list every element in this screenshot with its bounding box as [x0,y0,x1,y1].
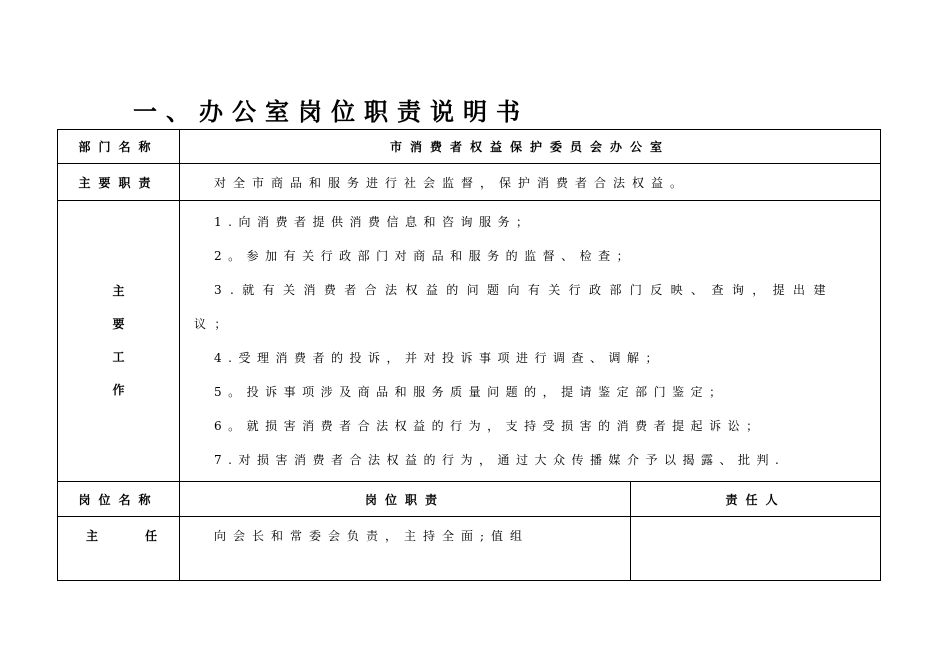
main-work-row [58,201,881,482]
department-value: 市消费者权益保护委员会办公室 [180,130,881,164]
work-item: 3.就有关消费者合法权益的问题向有关行政部门反映、查询，提出建议； [194,283,834,331]
work-item: 4.受理消费者的投诉，并对投诉事项进行调查、调解； [214,351,664,365]
work-item: 5。投诉事项涉及商品和服务质量问题的，提请鉴定部门鉴定； [214,385,728,399]
job-description-table [57,129,881,581]
main-work-label-char: 主 [112,284,125,298]
main-duty-row [58,164,881,201]
director-row [58,517,881,581]
department-row [58,130,881,164]
post-name-header: 岗位名称 [58,482,180,517]
responsible-header: 责任人 [631,482,881,517]
main-work-label-char: 作 [112,383,125,397]
director-name-cell [58,517,180,581]
post-duty-header: 岗位职责 [180,482,631,517]
main-work-label-char: 工 [112,350,125,364]
director-responsible [631,517,881,581]
director-duty: 向会长和常委会负责，主持全面;值组 [180,517,631,581]
director-name-right: 任 [144,529,157,543]
work-item: 1.向消费者提供消费信息和咨询服务； [214,215,535,229]
main-work-label [58,201,180,482]
director-name-left: 主 [86,529,99,543]
post-header-row [58,482,881,517]
work-item: 6。就损害消费者合法权益的行为，支持受损害的消费者提起诉讼； [214,419,765,433]
main-work-list [180,201,881,482]
work-item: 2。参加有关行政部门对商品和服务的监督、检查； [214,249,636,263]
main-duty-label: 主要职责 [58,164,180,201]
main-duty-value: 对全市商品和服务进行社会监督，保护消费者合法权益。 [180,164,881,201]
work-item: 7.对损害消费者合法权益的行为，通过大众传播媒介予以揭露、批判. [214,453,786,467]
main-work-label-char: 要 [112,317,125,331]
department-label: 部门名称 [58,130,180,164]
page-title: 一、办公室岗位职责说明书 [133,98,529,126]
